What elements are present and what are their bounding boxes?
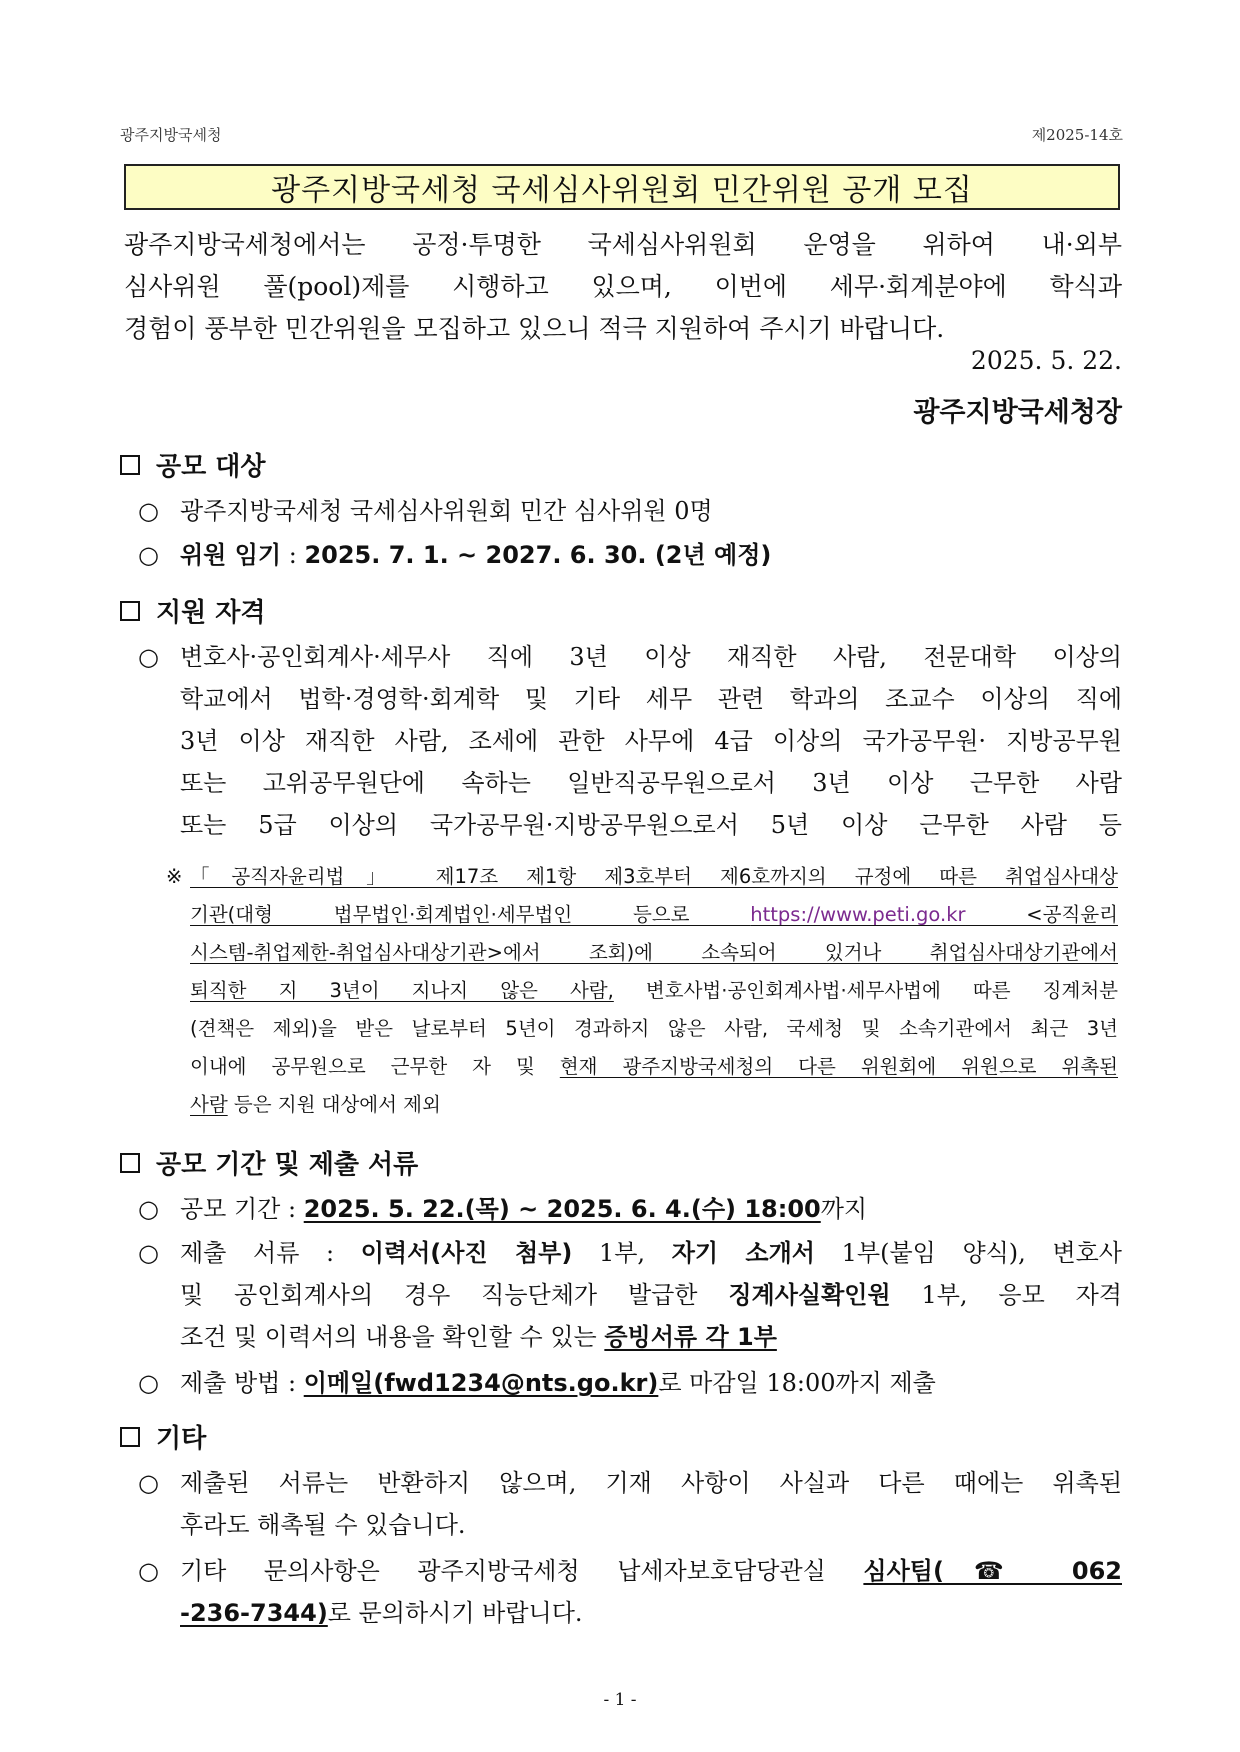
contact-team: 심사팀(☎ 062 <box>863 1557 1122 1585</box>
page-number: - 1 - <box>603 1690 637 1710</box>
qualification-line: 변호사·공인회계사·세무사 직에 3년 이상 재직한 사람, 전문대학 이상의 <box>180 643 1122 671</box>
intro-line: 광주지방국세청에서는 공정·투명한 국세심사위원회 운영을 위하여 내·외부 <box>124 230 1122 259</box>
submission-email[interactable]: 이메일(fwd1234@nts.go.kr) <box>303 1369 659 1397</box>
circle-bullet-icon: ○ <box>138 1369 159 1397</box>
list-item-term: ○ 위원 임기 : 2025. 7. 1. ~ 2027. 6. 30. (2년 예정) <box>138 534 1122 576</box>
circle-bullet-icon: ○ <box>138 497 159 525</box>
list-item-return-notice: ○ 제출된 서류는 반환하지 않으며, 기재 사항이 사실과 다른 때에는 위촉된 후라도 해촉될 수 있습니다. <box>138 1462 1122 1546</box>
list-item: ○ 광주지방국세청 국세심사위원회 민간 심사위원 0명 <box>138 490 1122 532</box>
list-item-contact: ○ 기타 문의사항은 광주지방국세청 납세자보호담당관실 심사팀(☎ 062 -236-7344)로 문의하시기 바랍니다. <box>138 1550 1122 1634</box>
list-item-method: ○ 제출 방법 : 이메일(fwd1234@nts.go.kr)로 마감일 18:00까지 제출 <box>138 1362 1122 1404</box>
checkbox-square-icon <box>120 1153 140 1173</box>
qualification-line: 또는 고위공무원단에 속하는 일반직공무원으로서 3년 이상 근무한 사람 <box>180 769 1122 797</box>
circle-bullet-icon: ○ <box>138 1239 159 1267</box>
document-number: 제2025-14호 <box>1031 126 1123 144</box>
checkbox-square-icon <box>120 455 140 475</box>
circle-bullet-icon: ○ <box>138 1557 159 1585</box>
circle-bullet-icon: ○ <box>138 643 159 671</box>
qualification-line: 또는 5급 이상의 국가공무원·지방공무원으로서 5년 이상 근무한 사람 등 <box>180 811 1122 839</box>
document-title: 광주지방국세청 국세심사위원회 민간위원 공개 모집 <box>124 164 1120 210</box>
checkbox-square-icon <box>120 601 140 621</box>
application-period: 2025. 5. 22.(목) ~ 2025. 6. 4.(수) 18:00 <box>303 1195 821 1223</box>
circle-bullet-icon: ○ <box>138 1469 159 1497</box>
header-agency: 광주지방국세청 <box>120 126 222 144</box>
term-value: 2025. 7. 1. ~ 2027. 6. 30. (2년 예정) <box>304 541 772 569</box>
peti-link[interactable]: https://www.peti.go.kr <box>750 903 966 926</box>
circle-bullet-icon: ○ <box>138 541 159 569</box>
contact-phone: -236-7344) <box>180 1599 328 1627</box>
list-item-qualification <box>138 636 1122 846</box>
intro-line: 심사위원 풀(pool)제를 시행하고 있으며, 이번에 세무·회계분야에 학식과 <box>124 272 1122 301</box>
exclusion-note: ※ 「공직자윤리법」 제17조 제1항 제3호부터 제6호까지의 규정에 따른 취업심사대상 기관(대형 법무법인·회계법인·세무법인 등으로 https://www.peti.go.kr <공직윤리 시스템-취업제한-취업심사대상기관>에서 조회)에 소속되어 있거나 취업심사대상기관에서 퇴직한 지 3년이 지나지 않은 사람, 변호사법·공인회계사법·세무사법에 따른 징계처분 (견책은 제외)을 받은 날로부터 5년이 경과하지 않은 사람, 국세청 및 소속기관에서 최근 3년 이내에 공무원으로 근무한 자 및 현재 광주지방국세청의 다른 위원회에 위원으로 위촉된 사람 등은 지원 대상에서 제외 <box>166 858 1118 1124</box>
qualification-line: 학교에서 법학·경영학·회계학 및 기타 세무 관련 학과의 조교수 이상의 직에 <box>180 685 1122 713</box>
term-label: 위원 임기 <box>180 541 282 569</box>
section-heading-qualification: 지원 자격 <box>120 592 266 629</box>
intro-line: 경험이 풍부한 민간위원을 모집하고 있으니 적극 지원하여 주시기 바랍니다. <box>124 314 945 343</box>
signature: 광주지방국세청장 <box>913 397 1122 428</box>
list-item-documents: ○ 제출 서류 : 이력서(사진 첨부) 1부, 자기 소개서 1부(붙임 양식), 변호사 및 공인회계사의 경우 직능단체가 발급한 징계사실확인원 1부, 응모 자격 조건 및 이력서의 내용을 확인할 수 있는 증빙서류 각 1부 <box>138 1232 1122 1358</box>
list-item-period: ○ 공모 기간 : 2025. 5. 22.(목) ~ 2025. 6. 4.(수) 18:00까지 <box>138 1188 1122 1230</box>
section-heading-target: 공모 대상 <box>120 446 266 483</box>
section-heading-period-documents: 공모 기간 및 제출 서류 <box>120 1144 418 1181</box>
circle-bullet-icon: ○ <box>138 1195 159 1223</box>
section-heading-other: 기타 <box>120 1418 206 1455</box>
reference-mark-icon: ※ <box>166 865 183 888</box>
qualification-line: 3년 이상 재직한 사람, 조세에 관한 사무에 4급 이상의 국가공무원· 지방공무원 <box>180 727 1122 755</box>
notice-date: 2025. 5. 22. <box>970 346 1122 375</box>
intro-paragraph <box>124 224 1122 350</box>
checkbox-square-icon <box>120 1427 140 1447</box>
